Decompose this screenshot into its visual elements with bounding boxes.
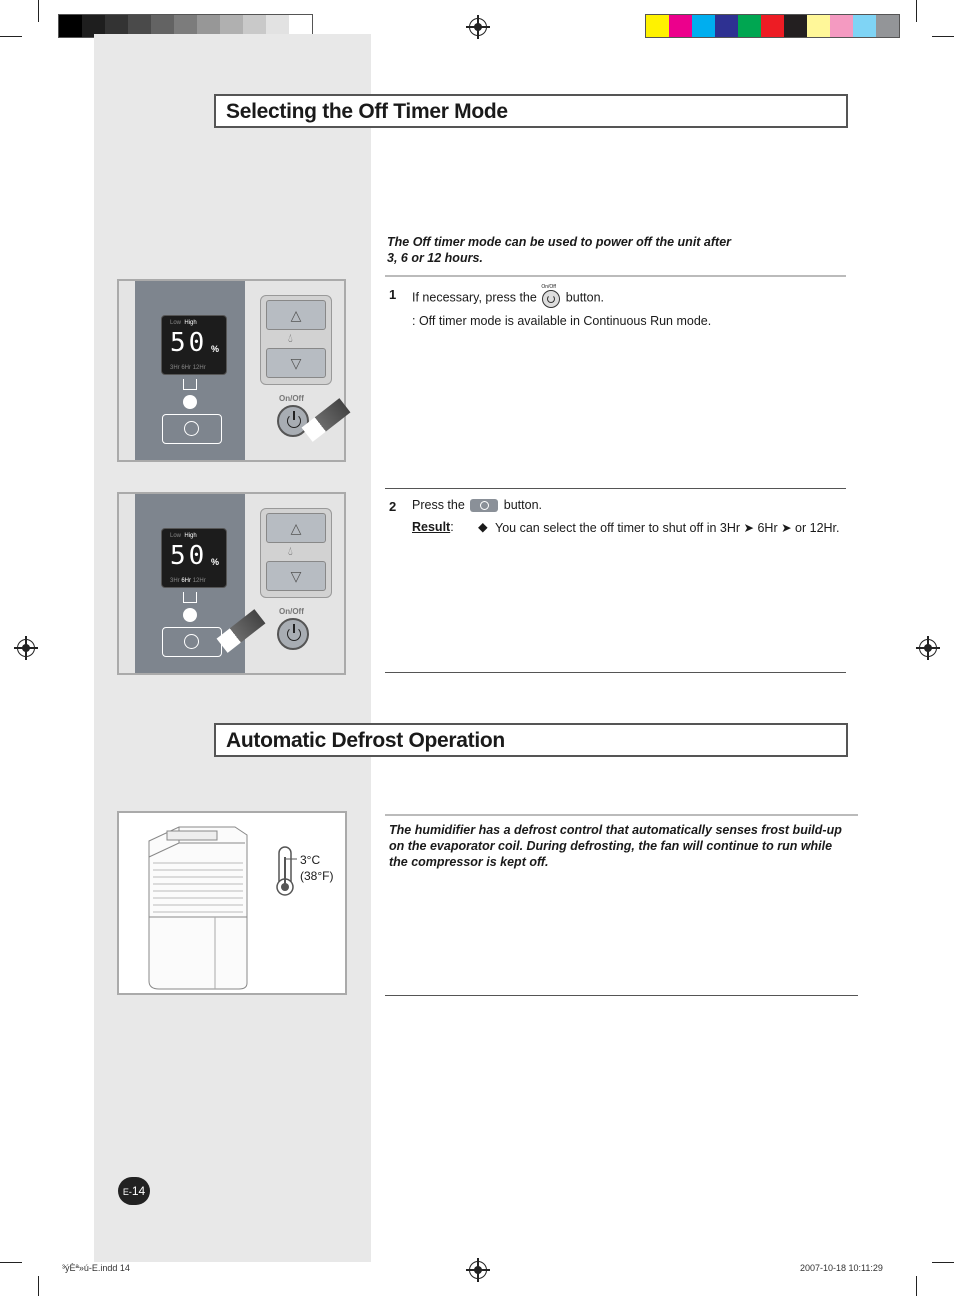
power-button[interactable] <box>277 618 309 650</box>
up-arrow-button[interactable]: △ <box>266 300 326 330</box>
footer-filename: ³ýÈª»ú-E.indd 14 <box>62 1263 130 1273</box>
on-off-button-icon: On/Off <box>540 287 562 309</box>
color-swatch <box>807 15 830 37</box>
step1-note: : Off timer mode is available in Continuous Run mode. <box>412 314 712 328</box>
color-swatch <box>853 15 876 37</box>
water-tank-icon <box>183 379 197 390</box>
color-swatch <box>738 15 761 37</box>
crop-mark <box>38 0 39 22</box>
color-swatch <box>692 15 715 37</box>
clock-icon <box>184 421 199 436</box>
water-tank-icon <box>183 592 197 603</box>
dehumidifier-icon <box>119 813 345 993</box>
step1-text: If necessary, press the On/Off button. <box>412 287 604 309</box>
lcd-display: Low High 50 % 3Hr 6Hr 12Hr <box>161 528 227 588</box>
section-heading: Automatic Defrost Operation <box>226 729 505 752</box>
step-number: 1 <box>389 287 397 302</box>
footer-timestamp: 2007-10-18 10:11:29 <box>800 1263 883 1273</box>
result-text: You can select the off timer to shut off in 3Hr ➤ 6Hr ➤ or 12Hr. <box>495 521 840 535</box>
dehumidifier-illustration <box>117 811 347 995</box>
intro-off-timer: The Off timer mode can be used to power off the unit after 3, 6 or 12 hours. <box>387 235 732 265</box>
step2-text: Press the button. <box>412 498 543 512</box>
color-swatch <box>669 15 692 37</box>
indicator-light <box>183 608 197 622</box>
divider <box>385 672 846 673</box>
humidity-adjust-buttons <box>260 295 332 385</box>
divider <box>385 488 846 489</box>
clock-icon <box>184 634 199 649</box>
down-arrow-button[interactable]: ▽ <box>266 348 326 378</box>
crop-mark <box>0 1262 22 1263</box>
control-panel-illustration <box>117 492 346 675</box>
color-swatch <box>715 15 738 37</box>
result-label: Result: <box>412 520 454 534</box>
section-title-off-timer <box>214 94 848 128</box>
page-number-badge: E-14 <box>118 1177 150 1205</box>
up-arrow-button[interactable]: △ <box>266 513 326 543</box>
intro-defrost: The humidifier has a defrost control that automatically senses frost build-up on the evaporator coil. During defrosting, the fan will continue to run while the compressor is kept off. <box>389 823 842 869</box>
on-off-label: On/Off <box>279 607 304 616</box>
color-swatch <box>646 15 669 37</box>
divider <box>385 275 846 277</box>
temperature-fahrenheit: (38°F) <box>300 869 334 883</box>
color-swatch <box>876 15 899 37</box>
crop-mark <box>0 36 22 37</box>
color-swatch <box>761 15 784 37</box>
control-panel-illustration <box>117 279 346 462</box>
divider <box>385 995 858 996</box>
color-swatch <box>784 15 807 37</box>
timer-button-icon <box>470 499 498 512</box>
crop-mark <box>932 36 954 37</box>
humidity-adjust-buttons <box>260 508 332 598</box>
registration-mark-icon <box>469 18 487 36</box>
section-title-defrost <box>214 723 848 757</box>
crop-mark <box>916 1276 917 1296</box>
registration-mark-icon <box>17 639 35 657</box>
crop-mark <box>916 0 917 22</box>
timer-button[interactable] <box>162 414 222 444</box>
down-arrow-button[interactable]: ▽ <box>266 561 326 591</box>
registration-mark-icon <box>919 639 937 657</box>
registration-mark-icon <box>469 1261 487 1279</box>
crop-mark <box>932 1262 954 1263</box>
crop-mark <box>38 1276 39 1296</box>
page-title: Selecting the Off Timer Mode <box>226 100 508 123</box>
droplet-icon: 💧︎ <box>288 331 293 345</box>
diamond-bullet-icon: ◆ <box>478 520 488 534</box>
droplet-icon: 💧︎ <box>288 544 293 558</box>
on-off-label: On/Off <box>279 394 304 403</box>
process-color-bar <box>645 14 900 38</box>
divider <box>385 814 858 816</box>
color-swatch <box>830 15 853 37</box>
lcd-display: Low High 50 % 3Hr 6Hr 12Hr <box>161 315 227 375</box>
timer-button[interactable] <box>162 627 222 657</box>
color-swatch <box>59 15 82 37</box>
indicator-light <box>183 395 197 409</box>
temperature-celsius: 3°C <box>300 853 321 867</box>
step-number: 2 <box>389 499 397 514</box>
